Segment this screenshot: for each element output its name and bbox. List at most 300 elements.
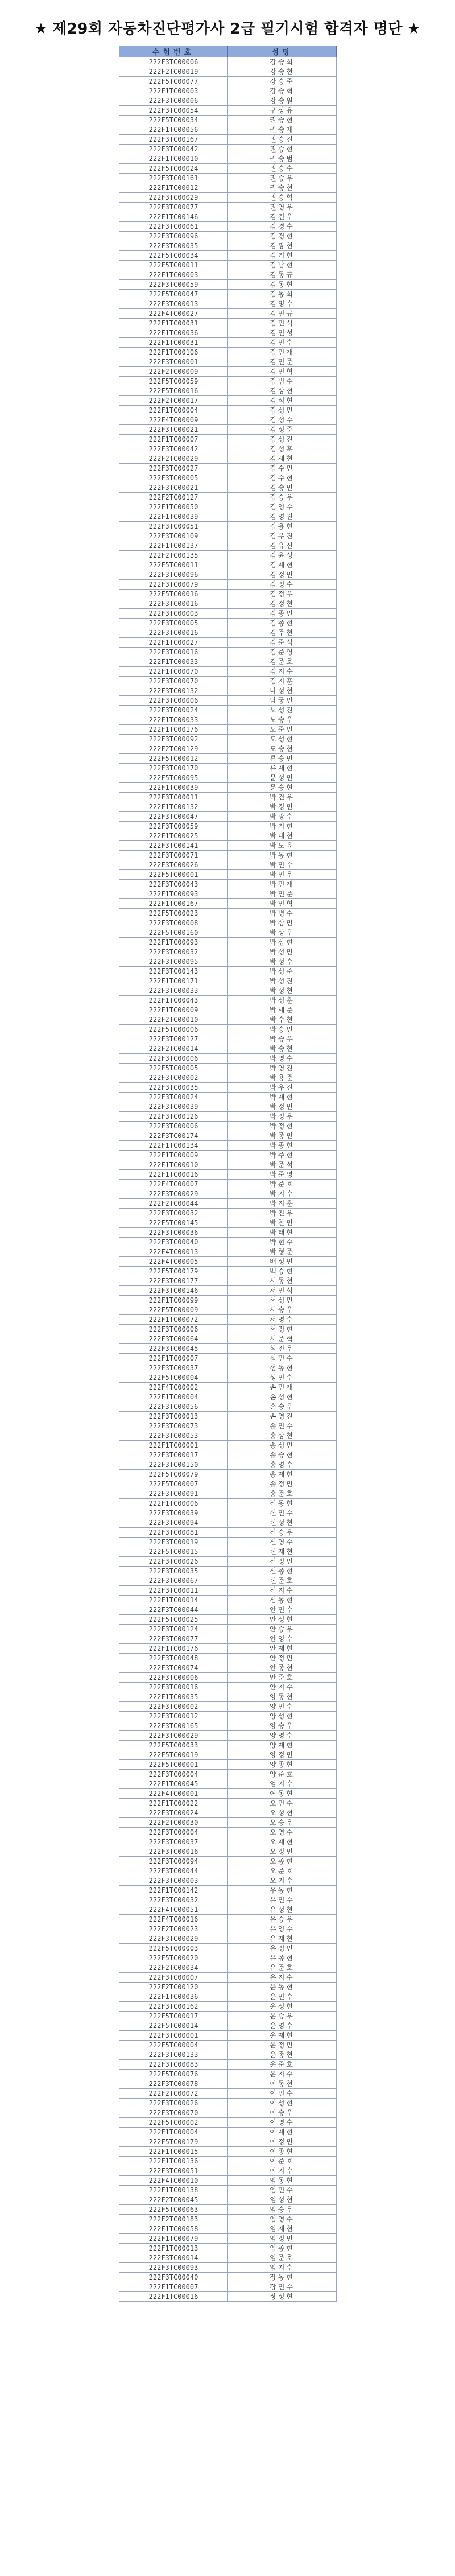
exam-number-cell: 222F3TC00141 (119, 841, 228, 851)
table-row (119, 241, 337, 251)
exam-number-cell: 222F1TC00012 (119, 183, 228, 193)
name-cell: 박진우 (228, 1209, 337, 1218)
exam-number-cell: 222F3TC00032 (119, 1209, 228, 1218)
table-row (119, 1189, 337, 1199)
name-cell: 박태현 (228, 1228, 337, 1238)
name-cell: 김지수 (228, 667, 337, 677)
table-row (119, 1296, 337, 1305)
name-cell: 박성진 (228, 976, 337, 986)
name-cell: 권승수 (228, 164, 337, 174)
name-cell: 신지수 (228, 1586, 337, 1596)
exam-number-cell: 222F2TC00183 (119, 2215, 228, 2224)
exam-number-cell: 222F3TC00039 (119, 1102, 228, 1112)
exam-number-cell: 222F1TC00015 (119, 2147, 228, 2157)
name-cell: 임지수 (228, 2263, 337, 2273)
name-cell: 김민수 (228, 338, 337, 348)
name-cell: 강승현 (228, 67, 337, 77)
table-row (119, 831, 337, 841)
name-cell: 권승진 (228, 135, 337, 145)
exam-number-cell: 222F1TC00031 (119, 338, 228, 348)
table-row (119, 1692, 337, 1702)
exam-number-cell: 222F1TC00106 (119, 348, 228, 357)
exam-number-cell: 222F3TC00094 (119, 1518, 228, 1528)
exam-number-cell: 222F3TC00003 (119, 609, 228, 619)
table-row (119, 1093, 337, 1102)
name-cell: 오지수 (228, 1876, 337, 1886)
exam-number-cell: 222F3TC00005 (119, 473, 228, 483)
exam-number-cell: 222F1TC00007 (119, 2282, 228, 2292)
table-row (119, 222, 337, 232)
table-row (119, 802, 337, 812)
exam-number-cell: 222F3TC00143 (119, 967, 228, 976)
exam-number-cell: 222F3TC00083 (119, 2060, 228, 2070)
name-cell: 김정우 (228, 590, 337, 599)
name-cell: 박민수 (228, 860, 337, 870)
table-row (119, 1315, 337, 1325)
name-cell: 신재현 (228, 1547, 337, 1557)
name-cell: 박승민 (228, 1025, 337, 1034)
name-cell: 임승우 (228, 2205, 337, 2215)
table-row (119, 870, 337, 880)
exam-number-cell: 222F5TC00033 (119, 1741, 228, 1750)
name-cell: 우동현 (228, 1886, 337, 1895)
exam-number-cell: 222F3TC00126 (119, 1112, 228, 1122)
name-cell: 임종현 (228, 2244, 337, 2253)
name-cell: 양준호 (228, 1770, 337, 1779)
table-row (119, 996, 337, 1005)
name-cell: 김유신 (228, 541, 337, 551)
table-row (119, 2021, 337, 2031)
name-cell: 박민혁 (228, 899, 337, 909)
table-row (119, 1141, 337, 1151)
exam-number-cell: 222F3TC00132 (119, 686, 228, 696)
exam-number-cell: 222F5TC00160 (119, 928, 228, 938)
table-row (119, 280, 337, 290)
table-row (119, 2224, 337, 2234)
name-cell: 김준영 (228, 648, 337, 657)
table-row (119, 1992, 337, 2002)
name-cell: 박찬민 (228, 1218, 337, 1228)
table-row (119, 1702, 337, 1712)
name-cell: 신종현 (228, 1567, 337, 1576)
exam-number-cell: 222F3TC00001 (119, 2031, 228, 2041)
table-row (119, 464, 337, 473)
exam-number-cell: 222F3TC00091 (119, 1489, 228, 1499)
exam-number-cell: 222F3TC00029 (119, 1189, 228, 1199)
name-cell: 오승우 (228, 1818, 337, 1828)
exam-number-cell: 222F5TC00179 (119, 2137, 228, 2147)
name-cell: 김민성 (228, 328, 337, 338)
table-row (119, 212, 337, 222)
name-cell: 강승희 (228, 57, 337, 67)
table-row (119, 1576, 337, 1586)
name-cell: 김영수 (228, 502, 337, 512)
table-row (119, 2012, 337, 2021)
exam-number-cell: 222F3TC00067 (119, 1576, 228, 1586)
table-row (119, 1605, 337, 1615)
name-cell: 임정민 (228, 2234, 337, 2244)
table-row (119, 338, 337, 348)
exam-number-cell: 222F5TC00063 (119, 2205, 228, 2215)
name-cell: 박정현 (228, 1122, 337, 1131)
table-row (119, 2234, 337, 2244)
name-cell: 손승우 (228, 1402, 337, 1412)
table-row (119, 483, 337, 493)
exam-number-cell: 222F4TC00010 (119, 2176, 228, 2186)
name-cell: 이영수 (228, 2118, 337, 2128)
table-row (119, 1508, 337, 1518)
name-cell: 손성현 (228, 1392, 337, 1402)
table-row (119, 648, 337, 657)
exam-number-cell: 222F3TC00177 (119, 1276, 228, 1286)
name-cell: 이정민 (228, 2137, 337, 2147)
table-row (119, 909, 337, 918)
exam-number-cell: 222F3TC00093 (119, 2263, 228, 2273)
name-cell: 유재현 (228, 1934, 337, 1944)
exam-number-cell: 222F1TC00136 (119, 2157, 228, 2166)
table-row (119, 1180, 337, 1189)
table-row (119, 145, 337, 154)
name-cell: 김민규 (228, 309, 337, 319)
exam-number-cell: 222F1TC00036 (119, 1992, 228, 2002)
table-row (119, 2215, 337, 2224)
name-cell: 이동현 (228, 2079, 337, 2089)
name-cell: 박준호 (228, 1180, 337, 1189)
name-cell: 박대현 (228, 831, 337, 841)
exam-number-cell: 222F5TC00023 (119, 909, 228, 918)
exam-number-cell: 222F5TC00047 (119, 290, 228, 299)
exam-number-cell: 222F3TC00070 (119, 2108, 228, 2118)
name-cell: 이준호 (228, 2157, 337, 2166)
exam-number-cell: 222F4TC00009 (119, 415, 228, 425)
name-cell: 서성민 (228, 1296, 337, 1305)
table-row (119, 1789, 337, 1799)
passer-table (119, 46, 337, 2302)
name-cell: 김동규 (228, 270, 337, 280)
exam-number-cell: 222F1TC00010 (119, 1160, 228, 1170)
name-cell: 문성민 (228, 773, 337, 783)
table-row (119, 2137, 337, 2147)
exam-number-cell: 222F1TC00033 (119, 715, 228, 725)
name-cell: 박성수 (228, 957, 337, 967)
name-cell: 권승범 (228, 154, 337, 164)
table-row (119, 580, 337, 590)
name-cell: 김재현 (228, 560, 337, 570)
table-row (119, 328, 337, 338)
name-cell: 김승우 (228, 493, 337, 502)
exam-number-cell: 222F3TC00026 (119, 2099, 228, 2108)
exam-number-cell: 222F3TC00014 (119, 2253, 228, 2263)
table-row (119, 367, 337, 377)
table-row (119, 251, 337, 261)
name-cell: 오재현 (228, 1837, 337, 1847)
table-row (119, 2186, 337, 2195)
table-row (119, 473, 337, 483)
table-row (119, 2060, 337, 2070)
page-title (0, 17, 455, 38)
name-cell: 이재현 (228, 2128, 337, 2137)
table-row (119, 512, 337, 522)
exam-number-cell: 222F1TC00079 (119, 2234, 228, 2244)
table-row (119, 773, 337, 783)
table-row (119, 1373, 337, 1383)
table-row (119, 1034, 337, 1044)
table-row (119, 270, 337, 280)
name-cell: 권영우 (228, 203, 337, 212)
title-text: 제29회 자동차진단평가사 2급 필기시험 합격자 명단 (52, 20, 403, 38)
name-cell: 권승현 (228, 183, 337, 193)
name-cell: 유성현 (228, 1905, 337, 1915)
table-row (119, 860, 337, 870)
name-cell: 김범수 (228, 377, 337, 386)
exam-number-cell: 222F3TC00037 (119, 1363, 228, 1373)
name-cell: 양민수 (228, 1702, 337, 1712)
table-row (119, 1470, 337, 1479)
name-cell: 강승혁 (228, 86, 337, 96)
name-cell: 김남현 (228, 261, 337, 270)
table-row (119, 638, 337, 648)
table-row (119, 1818, 337, 1828)
table-row (119, 386, 337, 396)
table-row (119, 2176, 337, 2186)
name-cell: 임영수 (228, 2215, 337, 2224)
table-row (119, 880, 337, 889)
name-cell: 백승현 (228, 1267, 337, 1276)
exam-number-cell: 222F1TC00093 (119, 938, 228, 947)
exam-number-cell: 222F5TC00012 (119, 754, 228, 764)
table-row (119, 77, 337, 86)
name-cell: 박재현 (228, 1093, 337, 1102)
star-icon: ★ (34, 20, 48, 38)
table-row (119, 2195, 337, 2205)
exam-number-cell: 222F1TC00022 (119, 1799, 228, 1808)
table-row (119, 793, 337, 802)
name-cell: 박지훈 (228, 1199, 337, 1209)
table-row (119, 1915, 337, 1924)
table-row (119, 2205, 337, 2215)
table-row (119, 203, 337, 212)
table-row (119, 1257, 337, 1267)
table-row (119, 1083, 337, 1093)
table-row (119, 947, 337, 957)
exam-number-cell: 222F1TC00099 (119, 1296, 228, 1305)
table-row (119, 319, 337, 328)
name-cell: 오민수 (228, 1799, 337, 1808)
name-cell: 양영수 (228, 1731, 337, 1741)
exam-number-cell: 222F3TC00053 (119, 1431, 228, 1441)
exam-number-cell: 222F3TC00006 (119, 1673, 228, 1683)
exam-number-cell: 222F5TC00024 (119, 164, 228, 174)
name-cell: 석진우 (228, 1344, 337, 1354)
table-row (119, 1518, 337, 1528)
exam-number-cell: 222F4TC00001 (119, 1789, 228, 1799)
exam-number-cell: 222F3TC00019 (119, 1538, 228, 1547)
table-row (119, 1934, 337, 1944)
exam-number-cell: 222F1TC00007 (119, 1354, 228, 1363)
exam-number-cell: 222F3TC00006 (119, 96, 228, 106)
name-cell: 김승민 (228, 483, 337, 493)
table-row (119, 2108, 337, 2118)
table-row (119, 1538, 337, 1547)
table-row (119, 435, 337, 444)
exam-number-cell: 222F2TC00072 (119, 2089, 228, 2099)
exam-number-cell: 222F1TC00025 (119, 831, 228, 841)
table-row (119, 396, 337, 406)
name-cell: 박민우 (228, 870, 337, 880)
exam-number-cell: 222F5TC00145 (119, 1218, 228, 1228)
exam-number-cell: 222F5TC00001 (119, 1760, 228, 1770)
name-cell: 김민혁 (228, 367, 337, 377)
exam-number-cell: 222F3TC00048 (119, 1654, 228, 1663)
exam-number-cell: 222F4TC00027 (119, 309, 228, 319)
table-row (119, 1209, 337, 1218)
name-cell: 박정우 (228, 1112, 337, 1122)
exam-number-cell: 222F3TC00001 (119, 357, 228, 367)
name-cell: 임재현 (228, 2224, 337, 2234)
name-cell: 박성훈 (228, 996, 337, 1005)
exam-number-cell: 222F1TC00014 (119, 1596, 228, 1605)
table-row (119, 1973, 337, 1983)
exam-number-cell: 222F3TC00024 (119, 1093, 228, 1102)
exam-number-cell: 222F3TC00073 (119, 1421, 228, 1431)
name-cell: 윤정민 (228, 2041, 337, 2050)
table-row (119, 357, 337, 367)
name-cell: 김명수 (228, 299, 337, 309)
exam-number-cell: 222F1TC00058 (119, 2224, 228, 2234)
name-cell: 성동현 (228, 1363, 337, 1373)
name-cell: 윤민수 (228, 1992, 337, 2002)
table-row (119, 425, 337, 435)
name-cell: 양성현 (228, 1712, 337, 1721)
name-cell: 김세현 (228, 454, 337, 464)
table-row (119, 1499, 337, 1508)
name-cell: 김영진 (228, 512, 337, 522)
name-cell: 박광수 (228, 812, 337, 822)
table-row (119, 415, 337, 425)
table-row (119, 657, 337, 667)
table-row (119, 1363, 337, 1373)
name-cell: 송재현 (228, 1470, 337, 1479)
name-cell: 박승현 (228, 1044, 337, 1054)
exam-number-cell: 222F1TC00031 (119, 319, 228, 328)
star-icon: ★ (407, 20, 421, 38)
table-row (119, 957, 337, 967)
name-cell: 양승우 (228, 1721, 337, 1731)
table-row (119, 1857, 337, 1866)
name-cell: 박용준 (228, 1073, 337, 1083)
table-row (119, 1731, 337, 1741)
name-cell: 김동희 (228, 290, 337, 299)
exam-number-cell: 222F1TC00138 (119, 2186, 228, 2195)
name-cell: 여동현 (228, 1789, 337, 1799)
table-row (119, 2166, 337, 2176)
table-row (119, 1344, 337, 1354)
exam-number-cell: 222F1TC00036 (119, 328, 228, 338)
table-row (119, 174, 337, 183)
exam-number-cell: 222F1TC00033 (119, 657, 228, 667)
exam-number-cell: 222F3TC00004 (119, 1828, 228, 1837)
name-cell: 송민수 (228, 1421, 337, 1431)
exam-number-cell: 222F4TC00007 (119, 1180, 228, 1189)
table-row (119, 2031, 337, 2041)
exam-number-cell: 222F5TC00006 (119, 1025, 228, 1034)
exam-number-cell: 222F2TC00030 (119, 1818, 228, 1828)
table-row (119, 677, 337, 686)
table-row (119, 2079, 337, 2089)
name-cell: 박수현 (228, 1015, 337, 1025)
exam-number-cell: 222F3TC00037 (119, 1837, 228, 1847)
name-cell: 서민석 (228, 1286, 337, 1296)
exam-number-cell: 222F4TC00002 (119, 1383, 228, 1392)
name-cell: 오성현 (228, 1808, 337, 1818)
exam-number-cell: 222F3TC00051 (119, 2166, 228, 2176)
exam-number-cell: 222F3TC00170 (119, 764, 228, 773)
exam-number-cell: 222F4TC00051 (119, 1905, 228, 1915)
exam-number-cell: 222F1TC00056 (119, 125, 228, 135)
name-cell: 김상현 (228, 386, 337, 396)
exam-number-cell: 222F3TC00127 (119, 1034, 228, 1044)
name-cell: 송영수 (228, 1460, 337, 1470)
table-row (119, 2070, 337, 2079)
name-cell: 이민수 (228, 2089, 337, 2099)
table-row (119, 1131, 337, 1141)
table-row (119, 1025, 337, 1034)
table-row (119, 1963, 337, 1973)
exam-number-cell: 222F3TC00146 (119, 1286, 228, 1296)
table-row (119, 1567, 337, 1576)
exam-number-cell: 222F3TC00006 (119, 57, 228, 67)
name-cell: 유민수 (228, 1895, 337, 1905)
table-row (119, 1721, 337, 1731)
exam-number-cell: 222F3TC00013 (119, 299, 228, 309)
exam-number-cell: 222F3TC00096 (119, 232, 228, 241)
table-row (119, 183, 337, 193)
name-cell: 안영수 (228, 1634, 337, 1644)
name-cell: 유승우 (228, 1915, 337, 1924)
table-row (119, 1247, 337, 1257)
name-cell: 오정민 (228, 1847, 337, 1857)
table-row (119, 2263, 337, 2273)
exam-number-cell: 222F3TC00161 (119, 174, 228, 183)
exam-number-cell: 222F3TC00174 (119, 1131, 228, 1141)
table-row (119, 1402, 337, 1412)
name-cell: 신동현 (228, 1499, 337, 1508)
name-cell: 신민수 (228, 1508, 337, 1518)
name-cell: 유영수 (228, 1924, 337, 1934)
name-cell: 박성현 (228, 986, 337, 996)
name-cell: 임준호 (228, 2253, 337, 2263)
table-row (119, 1837, 337, 1847)
name-cell: 박우진 (228, 1083, 337, 1093)
name-cell: 안준호 (228, 1673, 337, 1683)
name-cell: 김수민 (228, 464, 337, 473)
table-row (119, 1170, 337, 1180)
name-cell: 윤성현 (228, 2002, 337, 2012)
name-cell: 안민수 (228, 1605, 337, 1615)
name-cell: 김수현 (228, 473, 337, 483)
table-row (119, 1112, 337, 1122)
exam-number-cell: 222F5TC00019 (119, 1750, 228, 1760)
exam-number-cell: 222F3TC00006 (119, 1054, 228, 1064)
table-row (119, 1741, 337, 1750)
name-cell: 박종민 (228, 1131, 337, 1141)
table-row (119, 1267, 337, 1276)
table-row (119, 928, 337, 938)
table-row (119, 1441, 337, 1450)
table-row (119, 1808, 337, 1818)
name-cell: 박민준 (228, 889, 337, 899)
table-row (119, 1479, 337, 1489)
